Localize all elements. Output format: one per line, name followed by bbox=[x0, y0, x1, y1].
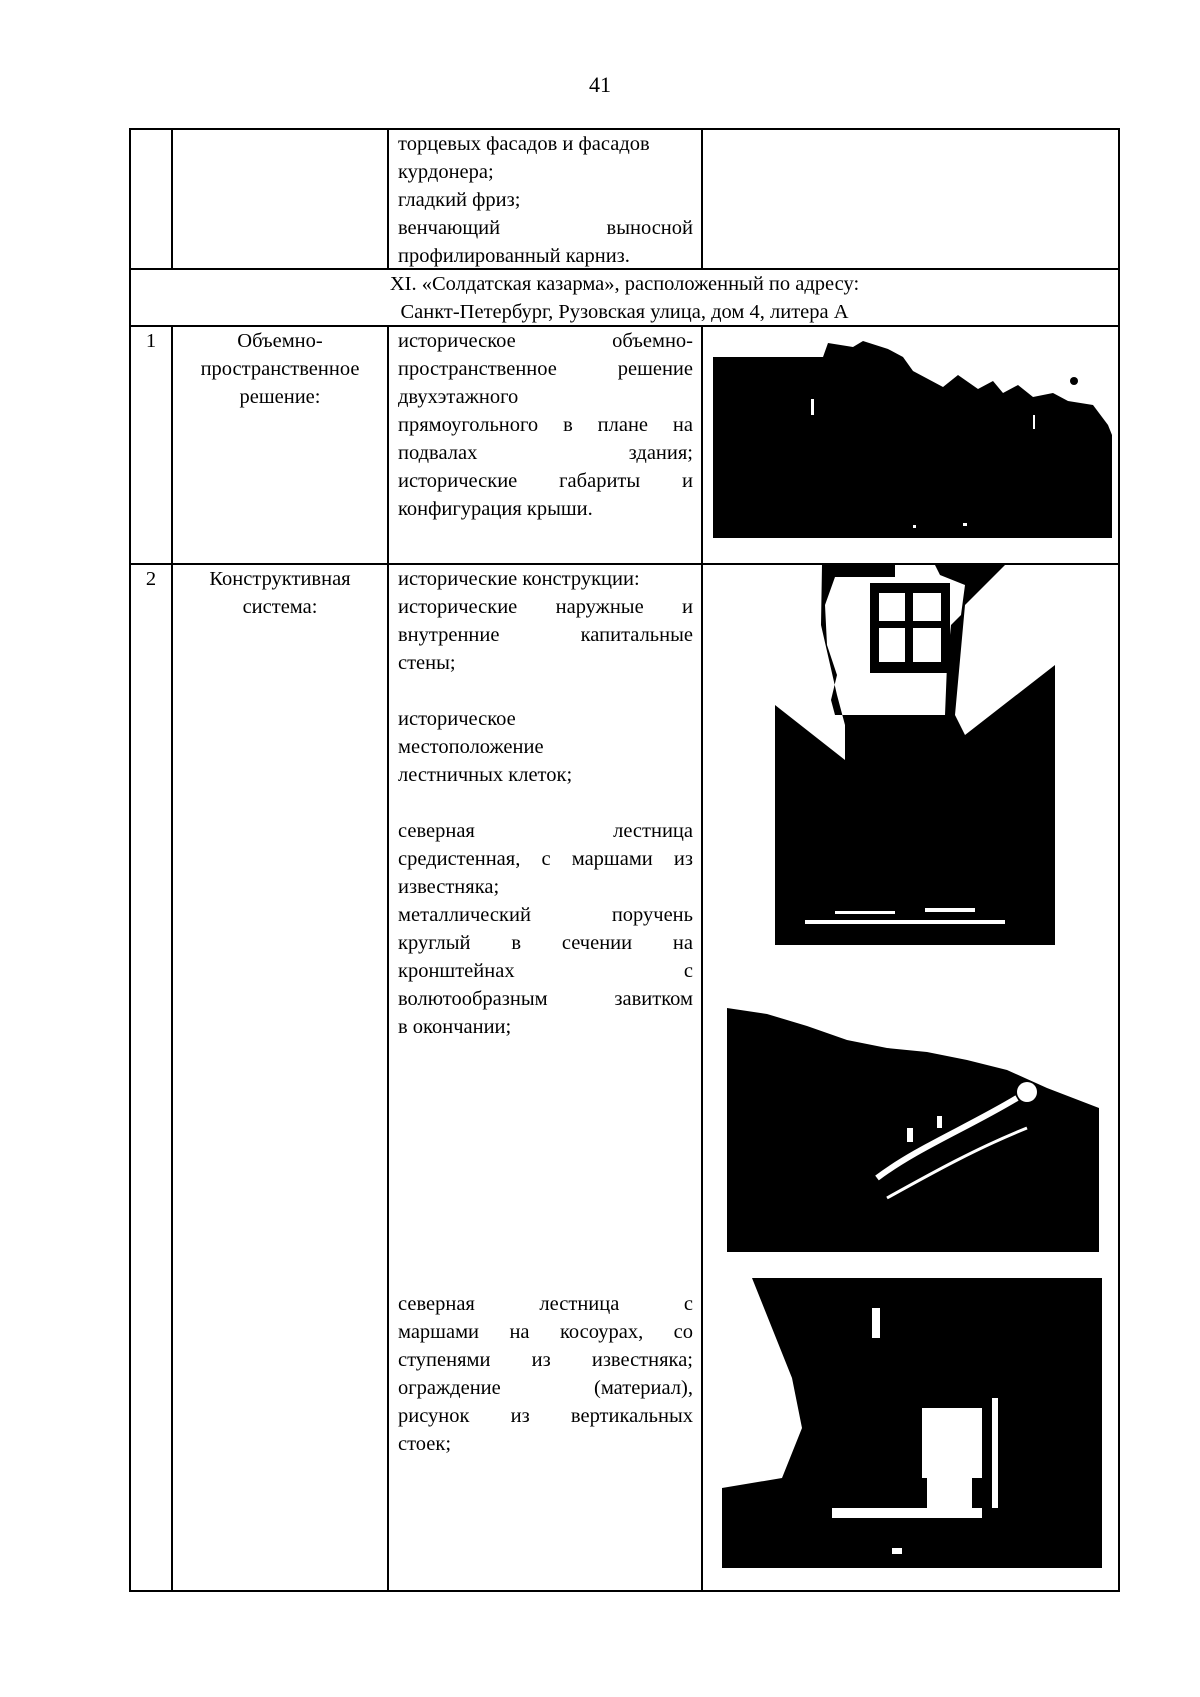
text-line: волютообразным завитком bbox=[398, 988, 693, 1010]
text-line: гладкий фриз; bbox=[398, 189, 521, 211]
text-line: двухэтажного bbox=[398, 386, 519, 408]
text-line: решение: bbox=[239, 386, 321, 408]
text-line: маршами на косоурах, со bbox=[398, 1321, 693, 1343]
element-description bbox=[398, 817, 693, 1041]
text-line: ограждение (материал), bbox=[398, 1377, 693, 1399]
text-line: Объемно- bbox=[237, 330, 323, 352]
text-line: кронштейнах с bbox=[398, 960, 693, 982]
text-line: профилированный карниз. bbox=[398, 245, 630, 267]
text-line: рисунок из вертикальных bbox=[398, 1405, 693, 1427]
text-line: подвалах здания; bbox=[398, 442, 693, 464]
text-line: курдонера; bbox=[398, 161, 494, 183]
continuation-description bbox=[398, 130, 693, 270]
text-line: северная лестница bbox=[398, 820, 693, 842]
text-line: в окончании; bbox=[398, 1016, 512, 1038]
text-line: исторические габариты и bbox=[398, 470, 693, 492]
text-line: система: bbox=[242, 596, 318, 618]
col-divider bbox=[701, 325, 703, 1592]
row-number: 2 bbox=[145, 568, 157, 590]
section-heading-line: Санкт-Петербург, Рузовская улица, дом 4, литера А bbox=[400, 301, 849, 323]
element-name bbox=[173, 565, 387, 621]
page-number: 41 bbox=[589, 72, 611, 97]
col-divider bbox=[387, 325, 389, 1592]
col-divider bbox=[701, 128, 703, 268]
section-heading-line: XI. «Солдатская казарма», расположенный по адресу: bbox=[389, 273, 860, 295]
text-line: местоположение bbox=[398, 736, 544, 758]
text-line: исторические наружные и bbox=[398, 596, 693, 618]
element-description bbox=[398, 327, 693, 523]
text-line: ступенями из известняка; bbox=[398, 1349, 693, 1371]
table-border-right bbox=[1118, 128, 1120, 1592]
text-line: известняка; bbox=[398, 876, 500, 898]
text-line: торцевых фасадов и фасадов bbox=[398, 133, 650, 155]
text-line: металлический поручень bbox=[398, 904, 693, 926]
row-number: 1 bbox=[145, 330, 157, 352]
text-line: пространственное решение bbox=[398, 358, 693, 380]
text-line: пространственное bbox=[200, 358, 360, 380]
text-line: исторические конструкции: bbox=[398, 568, 640, 590]
text-line: внутренние капитальные bbox=[398, 624, 693, 646]
element-description bbox=[398, 1290, 693, 1458]
element-description bbox=[398, 565, 693, 677]
text-line: северная лестница с bbox=[398, 1293, 693, 1315]
col-divider bbox=[171, 325, 173, 1592]
section-heading bbox=[131, 270, 1118, 326]
text-line: прямоугольного в плане на bbox=[398, 414, 693, 436]
col-divider bbox=[387, 128, 389, 268]
element-name bbox=[173, 327, 387, 411]
text-line: историческое bbox=[398, 708, 516, 730]
text-line: стоек; bbox=[398, 1433, 452, 1455]
stair-handrail-photo bbox=[727, 1008, 1099, 1252]
col-divider bbox=[171, 128, 173, 268]
text-line: средистенная, с маршами из bbox=[398, 848, 693, 870]
text-line: круглый в сечении на bbox=[398, 932, 693, 954]
text-line: стены; bbox=[398, 652, 456, 674]
building-roof-photo bbox=[713, 335, 1112, 538]
table-border-bottom bbox=[129, 1590, 1120, 1592]
text-line: лестничных клеток; bbox=[398, 764, 573, 786]
staircase-window-photo bbox=[765, 565, 1065, 945]
element-description bbox=[398, 705, 693, 789]
text-line: венчающий выносной bbox=[398, 217, 693, 239]
text-line: Конструктивная bbox=[209, 568, 351, 590]
stair-stringer-photo bbox=[722, 1278, 1102, 1568]
text-line: конфигурация крыши. bbox=[398, 498, 593, 520]
text-line: историческое объемно- bbox=[398, 330, 693, 352]
